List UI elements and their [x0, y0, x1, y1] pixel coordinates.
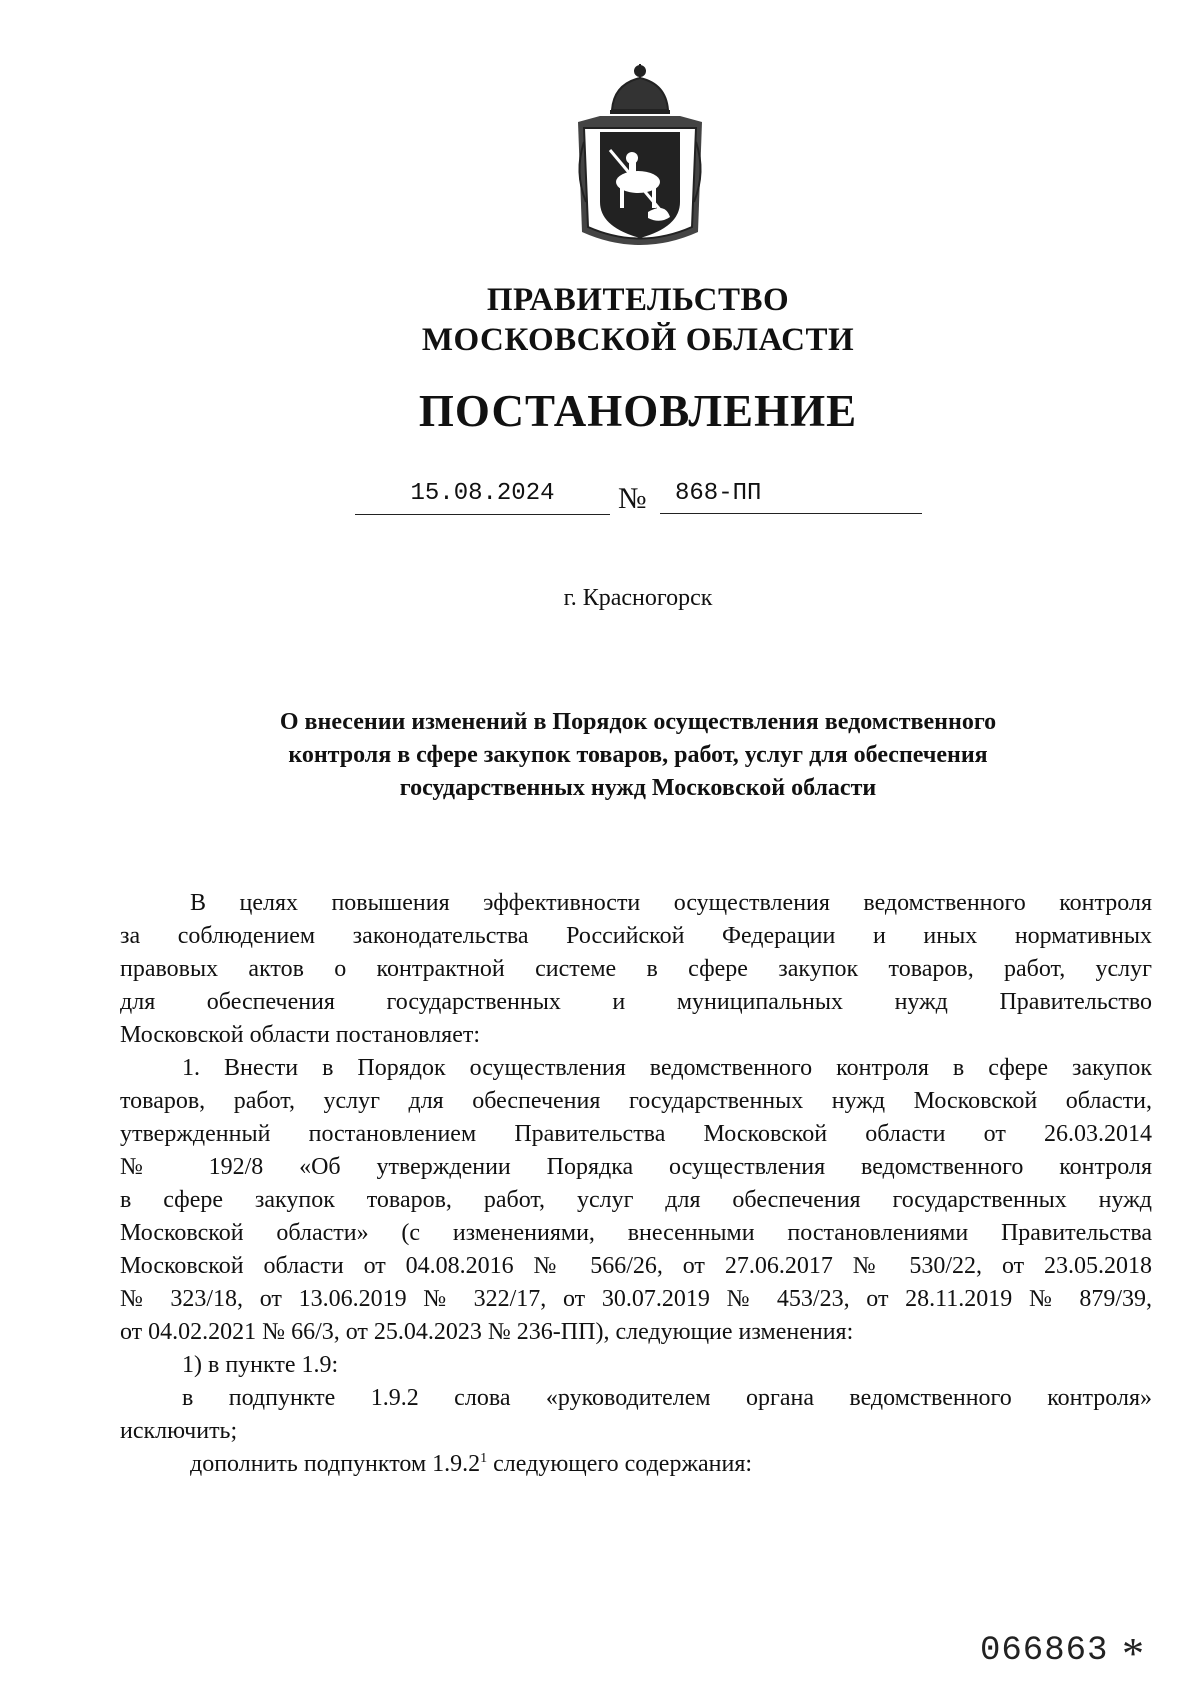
- superscript: 1: [480, 1451, 488, 1466]
- body-line: 1. Внести в Порядок осуществления ведомственного контроля в сфере закупок: [182, 1055, 1152, 1081]
- last-line-tail: следующего содержания:: [487, 1451, 753, 1477]
- body-line: правовых актов о контрактной системе в сфере закупок товаров, работ, услуг: [120, 956, 1152, 982]
- body-line: в сфере закупок товаров, работ, услуг для обеспечения государственных нужд: [120, 1187, 1152, 1213]
- body-line: № 323/18, от 13.06.2019 № 322/17, от 30.07.2019 № 453/23, от 28.11.2019 № 879/39,: [120, 1286, 1152, 1312]
- body-line-last: [120, 1448, 1152, 1481]
- body-line: Московской области постановляет:: [120, 1022, 480, 1048]
- body-line: Московской области от 04.08.2016 № 566/26, от 27.06.2017 № 530/22, от 23.05.2018: [120, 1253, 1152, 1279]
- body-line: утвержденный постановлением Правительства Московской области от 26.03.2014: [120, 1121, 1152, 1147]
- body-line: Московской области» (с изменениями, внесенными постановлениями Правительства: [120, 1220, 1152, 1246]
- body-line: № 192/8 «Об утверждении Порядка осуществления ведомственного контроля: [120, 1154, 1152, 1180]
- document-type: ПОСТАНОВЛЕНИЕ: [418, 386, 858, 436]
- document-date: 15.08.2024: [355, 480, 610, 515]
- city: г. Красногорск: [563, 585, 713, 611]
- body-line: товаров, работ, услуг для обеспечения государственных нужд Московской области,: [120, 1088, 1152, 1114]
- document-body: [120, 887, 1152, 1481]
- serial-number: 066863: [980, 1632, 1109, 1670]
- coat-of-arms-emblem: [570, 62, 710, 254]
- body-line: за соблюдением законодательства Российской Федерации и иных нормативных: [120, 923, 1152, 949]
- org-line-1: ПРАВИТЕЛЬСТВО: [486, 282, 790, 318]
- body-line: В целях повышения эффективности осуществления ведомственного контроля: [190, 890, 1152, 916]
- organization-name: [0, 280, 1200, 360]
- org-line-2: МОСКОВСКОЙ ОБЛАСТИ: [421, 322, 855, 358]
- body-line: исключить;: [120, 1418, 238, 1444]
- title-line: государственных нужд Московской области: [399, 775, 877, 801]
- document-number: 868-ПП: [660, 480, 922, 514]
- title-line: О внесении изменений в Порядок осуществления ведомственного: [279, 709, 997, 735]
- last-line-text: дополнить подпунктом 1.9.2: [190, 1451, 481, 1477]
- body-line: для обеспечения государственных и муниципальных нужд Правительство: [120, 989, 1152, 1015]
- document-title: [150, 706, 1126, 805]
- body-line: 1) в пункте 1.9:: [182, 1352, 339, 1378]
- body-line: от 04.02.2021 № 66/3, от 25.04.2023 № 236-ПП), следующие изменения:: [120, 1319, 854, 1345]
- body-line: в подпункте 1.9.2 слова «руководителем органа ведомственного контроля»: [182, 1385, 1152, 1411]
- title-line: контроля в сфере закупок товаров, работ, услуг для обеспечения: [288, 742, 988, 768]
- star-mark: *: [1122, 1629, 1144, 1678]
- number-sign: №: [618, 482, 647, 515]
